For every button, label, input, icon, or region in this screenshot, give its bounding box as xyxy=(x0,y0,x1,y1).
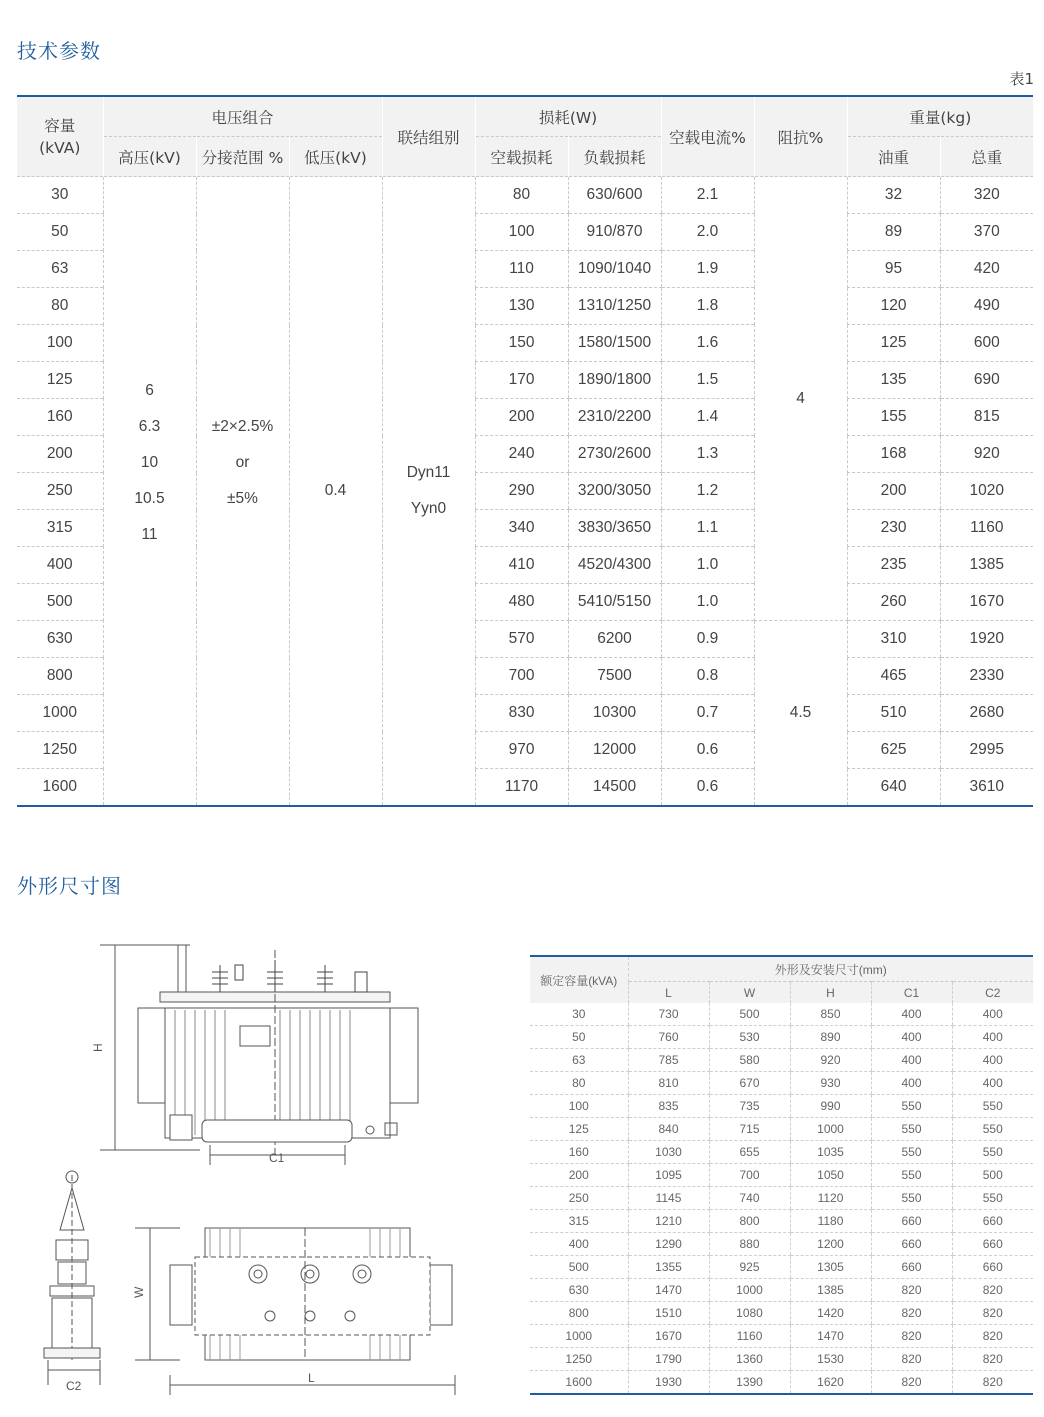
cell-tot: 690 xyxy=(940,362,1033,399)
cell-oil: 640 xyxy=(847,769,940,807)
dims-row xyxy=(530,1141,1033,1164)
dims-row xyxy=(530,1026,1033,1049)
cell-ll: 910/870 xyxy=(568,214,661,251)
dims-cell-capacity: 30 xyxy=(530,1003,628,1026)
dims-cell-capacity: 1600 xyxy=(530,1371,628,1395)
cell-nl: 570 xyxy=(475,621,568,658)
dims-cell-c2: 820 xyxy=(952,1302,1033,1325)
vector-group-value: Dyn11 xyxy=(406,464,451,481)
high-voltage-value: 6.3 xyxy=(138,418,161,435)
cell-nl: 110 xyxy=(475,251,568,288)
dims-cell-c1: 400 xyxy=(871,1049,952,1072)
header-capacity-label: 容量 xyxy=(44,116,76,135)
cell-ll: 4520/4300 xyxy=(568,547,661,584)
cell-cap: 1250 xyxy=(17,732,103,769)
dims-row xyxy=(530,1164,1033,1187)
dims-cell-l: 1030 xyxy=(628,1141,709,1164)
cell-nl: 80 xyxy=(475,177,568,214)
cell-ll: 3200/3050 xyxy=(568,473,661,510)
cell-cap: 800 xyxy=(17,658,103,695)
dims-cell-l: 1210 xyxy=(628,1210,709,1233)
cell-high-voltage xyxy=(103,177,196,807)
header-weight: 重量(kg) xyxy=(847,96,1033,137)
dims-cell-w: 580 xyxy=(709,1049,790,1072)
cell-nl: 480 xyxy=(475,584,568,621)
tap-range-value: ±2×2.5% xyxy=(211,418,274,435)
header-capacity xyxy=(17,96,103,177)
cell-cur: 0.6 xyxy=(661,732,754,769)
cell-cap: 400 xyxy=(17,547,103,584)
dims-row xyxy=(530,1302,1033,1325)
cell-nl: 290 xyxy=(475,473,568,510)
cell-cur: 1.4 xyxy=(661,399,754,436)
dims-cell-capacity: 200 xyxy=(530,1164,628,1187)
dims-cell-c2: 500 xyxy=(952,1164,1033,1187)
dims-row xyxy=(530,1348,1033,1371)
dims-cell-c1: 820 xyxy=(871,1371,952,1395)
dims-cell-h: 1050 xyxy=(790,1164,871,1187)
dims-cell-c1: 660 xyxy=(871,1233,952,1256)
cell-oil: 89 xyxy=(847,214,940,251)
dims-cell-c2: 400 xyxy=(952,1003,1033,1026)
dims-cell-c2: 660 xyxy=(952,1210,1033,1233)
dims-cell-capacity: 1250 xyxy=(530,1348,628,1371)
cell-nl: 150 xyxy=(475,325,568,362)
dims-cell-l: 785 xyxy=(628,1049,709,1072)
cell-tot: 2680 xyxy=(940,695,1033,732)
dims-cell-capacity: 500 xyxy=(530,1256,628,1279)
cell-impedance-a: 4 xyxy=(754,177,847,621)
dims-row xyxy=(530,1095,1033,1118)
dims-cell-c1: 550 xyxy=(871,1141,952,1164)
cell-oil: 168 xyxy=(847,436,940,473)
label-l: L xyxy=(308,1371,315,1385)
dims-cell-c2: 400 xyxy=(952,1072,1033,1095)
cell-tot: 2995 xyxy=(940,732,1033,769)
cell-oil: 235 xyxy=(847,547,940,584)
cell-cur: 1.0 xyxy=(661,584,754,621)
cell-tot: 815 xyxy=(940,399,1033,436)
cell-cur: 0.7 xyxy=(661,695,754,732)
dims-cell-c2: 550 xyxy=(952,1118,1033,1141)
dims-cell-w: 735 xyxy=(709,1095,790,1118)
dims-cell-l: 1790 xyxy=(628,1348,709,1371)
dims-cell-c1: 820 xyxy=(871,1302,952,1325)
cell-ll: 2730/2600 xyxy=(568,436,661,473)
dims-cell-capacity: 125 xyxy=(530,1118,628,1141)
dims-cell-capacity: 800 xyxy=(530,1302,628,1325)
cell-vector-group xyxy=(382,177,475,807)
dims-cell-c2: 660 xyxy=(952,1233,1033,1256)
dims-cell-w: 1000 xyxy=(709,1279,790,1302)
cell-ll: 1890/1800 xyxy=(568,362,661,399)
cell-cap: 630 xyxy=(17,621,103,658)
cell-ll: 10300 xyxy=(568,695,661,732)
header-impedance: 阻抗% xyxy=(754,96,847,177)
cell-cur: 1.2 xyxy=(661,473,754,510)
cell-oil: 625 xyxy=(847,732,940,769)
cell-tap-range xyxy=(196,177,289,807)
dims-cell-w: 1160 xyxy=(709,1325,790,1348)
dims-cell-capacity: 250 xyxy=(530,1187,628,1210)
dims-cell-c1: 820 xyxy=(871,1325,952,1348)
dims-cell-c1: 400 xyxy=(871,1072,952,1095)
label-c2: C2 xyxy=(66,1379,82,1393)
cell-cur: 1.3 xyxy=(661,436,754,473)
dims-cell-l: 1930 xyxy=(628,1371,709,1395)
cell-cap: 500 xyxy=(17,584,103,621)
table-row xyxy=(17,177,1033,214)
cell-ll: 1090/1040 xyxy=(568,251,661,288)
dims-cell-c2: 550 xyxy=(952,1095,1033,1118)
cell-oil: 310 xyxy=(847,621,940,658)
section-title-dimensions: 外形尺寸图 xyxy=(17,874,122,898)
dims-cell-capacity: 630 xyxy=(530,1279,628,1302)
dims-cell-capacity: 100 xyxy=(530,1095,628,1118)
cell-cap: 1600 xyxy=(17,769,103,807)
cell-ll: 12000 xyxy=(568,732,661,769)
cell-nl: 130 xyxy=(475,288,568,325)
dims-cell-l: 1470 xyxy=(628,1279,709,1302)
dims-cell-c1: 820 xyxy=(871,1348,952,1371)
dims-cell-l: 730 xyxy=(628,1003,709,1026)
cell-cur: 1.6 xyxy=(661,325,754,362)
dims-cell-c1: 550 xyxy=(871,1095,952,1118)
section-title-tech-params: 技术参数 xyxy=(17,39,101,63)
cell-oil: 230 xyxy=(847,510,940,547)
header-no-load-current: 空载电流% xyxy=(661,96,754,177)
cell-ll: 2310/2200 xyxy=(568,399,661,436)
cell-cur: 0.9 xyxy=(661,621,754,658)
dims-cell-w: 500 xyxy=(709,1003,790,1026)
dims-cell-capacity: 63 xyxy=(530,1049,628,1072)
cell-ll: 1310/1250 xyxy=(568,288,661,325)
dims-cell-w: 800 xyxy=(709,1210,790,1233)
dims-cell-c1: 550 xyxy=(871,1164,952,1187)
dims-cell-l: 1290 xyxy=(628,1233,709,1256)
cell-tot: 2330 xyxy=(940,658,1033,695)
dims-header-l: L xyxy=(628,982,709,1004)
cell-cur: 0.6 xyxy=(661,769,754,807)
cell-cap: 1000 xyxy=(17,695,103,732)
dims-cell-h: 1620 xyxy=(790,1371,871,1395)
dims-row xyxy=(530,1210,1033,1233)
header-loss: 损耗(W) xyxy=(475,96,661,137)
label-h: H xyxy=(91,1043,105,1052)
dims-header-c1: C1 xyxy=(871,982,952,1004)
header-total-weight: 总重 xyxy=(940,137,1033,177)
cell-oil: 32 xyxy=(847,177,940,214)
dims-cell-c2: 820 xyxy=(952,1279,1033,1302)
dims-header-rated-capacity: 额定容量(kVA) xyxy=(530,956,628,1003)
dims-cell-c2: 820 xyxy=(952,1325,1033,1348)
transformer-outline-drawing xyxy=(30,930,470,1400)
cell-ll: 5410/5150 xyxy=(568,584,661,621)
dims-cell-h: 890 xyxy=(790,1026,871,1049)
high-voltage-value: 6 xyxy=(145,382,154,399)
dims-cell-w: 740 xyxy=(709,1187,790,1210)
cell-tot: 1670 xyxy=(940,584,1033,621)
dims-cell-l: 1510 xyxy=(628,1302,709,1325)
cell-cap: 50 xyxy=(17,214,103,251)
dims-row xyxy=(530,1256,1033,1279)
dims-cell-w: 1360 xyxy=(709,1348,790,1371)
dims-cell-w: 880 xyxy=(709,1233,790,1256)
dims-cell-l: 1355 xyxy=(628,1256,709,1279)
cell-oil: 120 xyxy=(847,288,940,325)
dims-cell-w: 530 xyxy=(709,1026,790,1049)
dims-cell-c1: 400 xyxy=(871,1003,952,1026)
dims-cell-l: 810 xyxy=(628,1072,709,1095)
dims-row xyxy=(530,1325,1033,1348)
label-w: W xyxy=(132,1286,146,1298)
dims-cell-h: 850 xyxy=(790,1003,871,1026)
dims-cell-c2: 550 xyxy=(952,1141,1033,1164)
header-capacity-unit: (kVA) xyxy=(39,138,81,157)
cell-ll: 3830/3650 xyxy=(568,510,661,547)
dims-cell-h: 920 xyxy=(790,1049,871,1072)
dims-row xyxy=(530,1003,1033,1026)
dims-cell-h: 1180 xyxy=(790,1210,871,1233)
cell-cur: 2.0 xyxy=(661,214,754,251)
dims-cell-capacity: 50 xyxy=(530,1026,628,1049)
cell-cur: 0.8 xyxy=(661,658,754,695)
cell-ll: 630/600 xyxy=(568,177,661,214)
cell-tot: 600 xyxy=(940,325,1033,362)
dims-cell-h: 1385 xyxy=(790,1279,871,1302)
cell-impedance-b: 4.5 xyxy=(754,621,847,807)
header-low-voltage: 低压(kV) xyxy=(289,137,382,177)
header-vector-group: 联结组别 xyxy=(382,96,475,177)
tech-params-table xyxy=(17,95,1033,807)
dims-cell-capacity: 315 xyxy=(530,1210,628,1233)
dims-cell-capacity: 1000 xyxy=(530,1325,628,1348)
dims-header-group: 外形及安装尺寸(mm) xyxy=(628,956,1033,982)
dims-cell-w: 925 xyxy=(709,1256,790,1279)
dims-cell-l: 840 xyxy=(628,1118,709,1141)
cell-nl: 700 xyxy=(475,658,568,695)
table-label: 表1 xyxy=(1009,70,1034,88)
cell-nl: 170 xyxy=(475,362,568,399)
dims-cell-w: 670 xyxy=(709,1072,790,1095)
dims-row xyxy=(530,1371,1033,1395)
header-no-load-loss: 空载损耗 xyxy=(475,137,568,177)
cell-tot: 320 xyxy=(940,177,1033,214)
cell-nl: 340 xyxy=(475,510,568,547)
cell-tot: 1160 xyxy=(940,510,1033,547)
vector-group-value: Yyn0 xyxy=(410,500,447,517)
dims-cell-capacity: 160 xyxy=(530,1141,628,1164)
dims-header-w: W xyxy=(709,982,790,1004)
dims-cell-w: 700 xyxy=(709,1164,790,1187)
cell-nl: 970 xyxy=(475,732,568,769)
dims-row xyxy=(530,1049,1033,1072)
cell-nl: 240 xyxy=(475,436,568,473)
cell-oil: 200 xyxy=(847,473,940,510)
header-oil-weight: 油重 xyxy=(847,137,940,177)
dims-cell-c1: 400 xyxy=(871,1026,952,1049)
cell-cur: 1.8 xyxy=(661,288,754,325)
dims-cell-h: 1200 xyxy=(790,1233,871,1256)
cell-oil: 95 xyxy=(847,251,940,288)
dims-cell-c2: 400 xyxy=(952,1026,1033,1049)
header-voltage-group: 电压组合 xyxy=(103,96,382,137)
cell-cap: 315 xyxy=(17,510,103,547)
cell-cap: 30 xyxy=(17,177,103,214)
dims-header-c2: C2 xyxy=(952,982,1033,1004)
cell-cap: 80 xyxy=(17,288,103,325)
cell-tot: 1385 xyxy=(940,547,1033,584)
dims-row xyxy=(530,1187,1033,1210)
dims-cell-l: 1145 xyxy=(628,1187,709,1210)
dims-cell-c1: 660 xyxy=(871,1256,952,1279)
cell-cur: 1.1 xyxy=(661,510,754,547)
dims-cell-w: 715 xyxy=(709,1118,790,1141)
label-c1: C1 xyxy=(269,1151,285,1165)
dims-cell-h: 1120 xyxy=(790,1187,871,1210)
dims-cell-h: 990 xyxy=(790,1095,871,1118)
dims-cell-h: 1530 xyxy=(790,1348,871,1371)
cell-nl: 410 xyxy=(475,547,568,584)
dims-cell-l: 835 xyxy=(628,1095,709,1118)
dimensions-table xyxy=(530,955,1033,1395)
dims-cell-h: 1000 xyxy=(790,1118,871,1141)
dims-cell-w: 655 xyxy=(709,1141,790,1164)
cell-oil: 125 xyxy=(847,325,940,362)
dims-cell-c2: 820 xyxy=(952,1348,1033,1371)
cell-cur: 1.5 xyxy=(661,362,754,399)
dims-cell-c2: 660 xyxy=(952,1256,1033,1279)
header-high-voltage: 高压(kV) xyxy=(103,137,196,177)
cell-ll: 7500 xyxy=(568,658,661,695)
dims-cell-capacity: 80 xyxy=(530,1072,628,1095)
dims-cell-c1: 550 xyxy=(871,1187,952,1210)
dims-cell-h: 1035 xyxy=(790,1141,871,1164)
cell-cap: 125 xyxy=(17,362,103,399)
dims-cell-l: 1670 xyxy=(628,1325,709,1348)
dims-cell-h: 1470 xyxy=(790,1325,871,1348)
dims-cell-c2: 820 xyxy=(952,1371,1033,1395)
high-voltage-value: 11 xyxy=(141,526,158,543)
cell-nl: 100 xyxy=(475,214,568,251)
cell-tot: 490 xyxy=(940,288,1033,325)
header-tap-range: 分接范围 % xyxy=(196,137,289,177)
dims-cell-w: 1390 xyxy=(709,1371,790,1395)
dims-cell-c2: 550 xyxy=(952,1187,1033,1210)
cell-cur: 1.9 xyxy=(661,251,754,288)
cell-oil: 510 xyxy=(847,695,940,732)
cell-low-voltage: 0.4 xyxy=(289,177,382,807)
cell-tot: 1020 xyxy=(940,473,1033,510)
dims-row xyxy=(530,1233,1033,1256)
dims-cell-h: 1420 xyxy=(790,1302,871,1325)
cell-nl: 1170 xyxy=(475,769,568,807)
cell-oil: 260 xyxy=(847,584,940,621)
dims-cell-h: 930 xyxy=(790,1072,871,1095)
high-voltage-value: 10.5 xyxy=(134,490,165,507)
cell-tot: 1920 xyxy=(940,621,1033,658)
dims-row xyxy=(530,1118,1033,1141)
cell-cap: 100 xyxy=(17,325,103,362)
dims-cell-l: 760 xyxy=(628,1026,709,1049)
dims-cell-c2: 400 xyxy=(952,1049,1033,1072)
cell-tot: 920 xyxy=(940,436,1033,473)
dims-cell-c1: 660 xyxy=(871,1210,952,1233)
tap-range-value: ±5% xyxy=(227,490,258,507)
cell-cur: 1.0 xyxy=(661,547,754,584)
cell-tot: 3610 xyxy=(940,769,1033,807)
cell-cap: 200 xyxy=(17,436,103,473)
high-voltage-value: 10 xyxy=(140,454,159,471)
cell-oil: 135 xyxy=(847,362,940,399)
dims-cell-l: 1095 xyxy=(628,1164,709,1187)
cell-oil: 465 xyxy=(847,658,940,695)
header-load-loss: 负载损耗 xyxy=(568,137,661,177)
cell-oil: 155 xyxy=(847,399,940,436)
cell-tot: 420 xyxy=(940,251,1033,288)
cell-cap: 63 xyxy=(17,251,103,288)
dims-cell-h: 1305 xyxy=(790,1256,871,1279)
cell-ll: 6200 xyxy=(568,621,661,658)
dims-row xyxy=(530,1072,1033,1095)
cell-cap: 160 xyxy=(17,399,103,436)
cell-cap: 250 xyxy=(17,473,103,510)
cell-nl: 200 xyxy=(475,399,568,436)
dims-cell-capacity: 400 xyxy=(530,1233,628,1256)
cell-tot: 370 xyxy=(940,214,1033,251)
tap-range-value: or xyxy=(235,454,250,471)
dims-row xyxy=(530,1279,1033,1302)
dims-cell-c1: 550 xyxy=(871,1118,952,1141)
cell-ll: 1580/1500 xyxy=(568,325,661,362)
cell-nl: 830 xyxy=(475,695,568,732)
dims-cell-c1: 820 xyxy=(871,1279,952,1302)
dims-cell-w: 1080 xyxy=(709,1302,790,1325)
cell-ll: 14500 xyxy=(568,769,661,807)
cell-cur: 2.1 xyxy=(661,177,754,214)
dims-header-h: H xyxy=(790,982,871,1004)
